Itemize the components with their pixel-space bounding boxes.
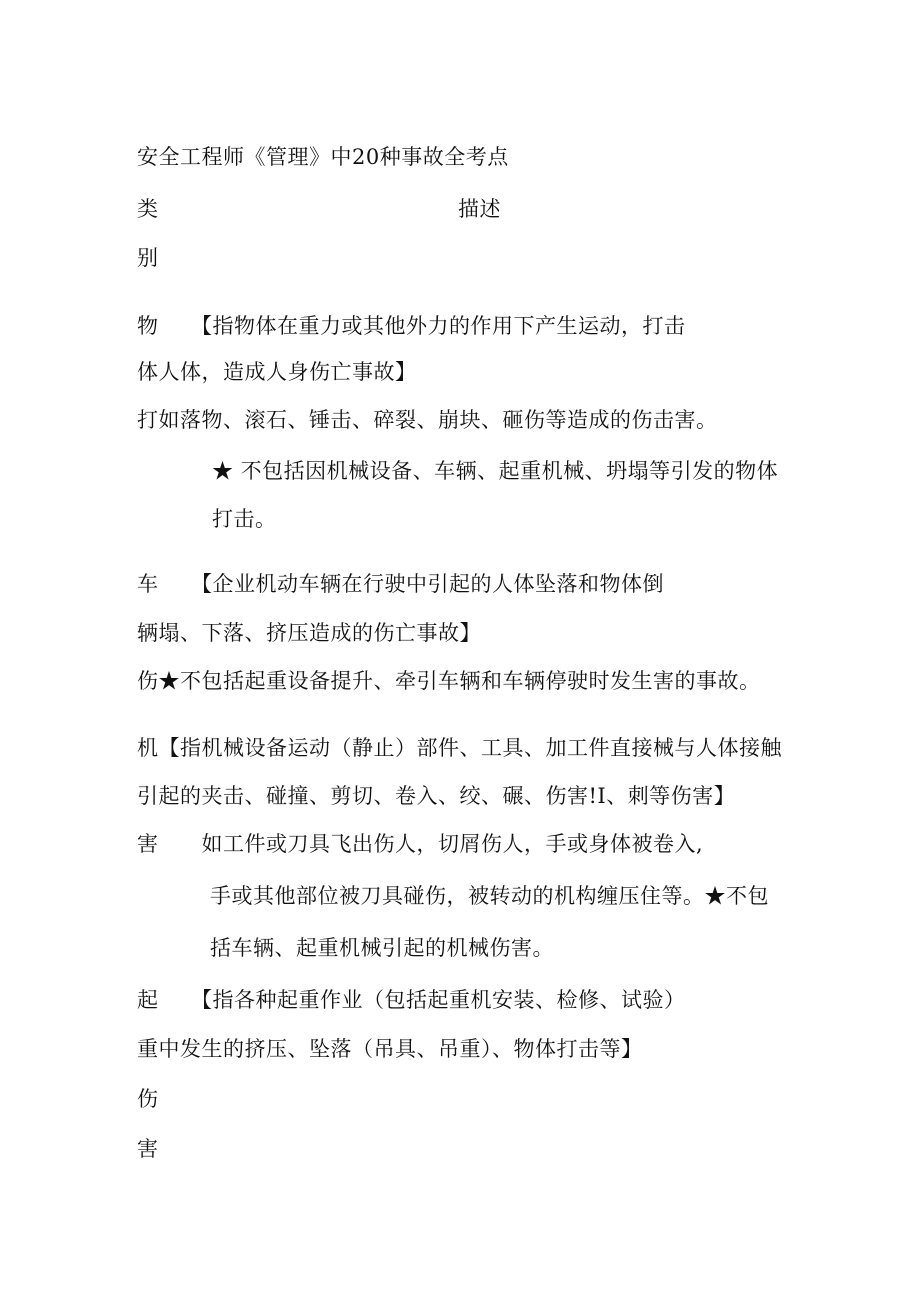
category-header: 类	[137, 197, 159, 221]
vehicle-injury-line-3: 伤★不包括起重设备提升、牵引车辆和车辆停驶时发生害的事故。	[137, 669, 761, 693]
object-strike-line-1: 物 【指物体在重力或其他外力的作用下产生运动，打击	[137, 314, 686, 338]
vehicle-injury-line-1: 车 【企业机动车辆在行驶中引起的人体坠落和物体倒	[137, 572, 664, 596]
machinery-injury-line-3: 害 如工件或刀具飞出伤人，切屑伤人，手或身体被卷入,	[137, 832, 704, 856]
object-strike-note-1: ★ 不包括因机械设备、车辆、起重机械、坍塌等引发的物体	[212, 459, 779, 483]
object-strike-line-2: 体人体，造成人身伤亡事故】	[137, 360, 417, 384]
lifting-injury-line-2: 重中发生的挤压、坠落（吊具、吊重）、物体打击等】	[137, 1037, 643, 1061]
vehicle-injury-line-2: 辆塌、下落、挤压造成的伤亡事故】	[137, 621, 481, 645]
lifting-injury-line-1: 起 【指各种起重作业（包括起重机安装、检修、试验）	[137, 988, 686, 1012]
machinery-injury-line-1: 机【指机械设备运动（静止）部件、工具、加工件直接械与人体接触	[137, 736, 782, 760]
machinery-injury-line-4: 手或其他部位被刀具碰伤，被转动的机构缠压住等。★不包	[210, 884, 769, 908]
description-header: 描述	[458, 197, 501, 221]
page-title: 安全工程师《管理》中20种事故全考点	[137, 145, 509, 169]
category-header-2: 别	[137, 246, 159, 270]
object-strike-line-3: 打如落物、滚石、锤击、碎裂、崩块、砸伤等造成的伤击害。	[137, 408, 718, 432]
lifting-injury-line-4: 害	[137, 1137, 159, 1161]
lifting-injury-line-3: 伤	[137, 1087, 159, 1111]
machinery-injury-line-2: 引起的夹击、碰撞、剪切、卷入、绞、碾、伤害!I、刺等伤害】	[137, 784, 736, 808]
object-strike-note-2: 打击。	[212, 507, 277, 531]
machinery-injury-line-5: 括车辆、起重机械引起的机械伤害。	[210, 936, 554, 960]
